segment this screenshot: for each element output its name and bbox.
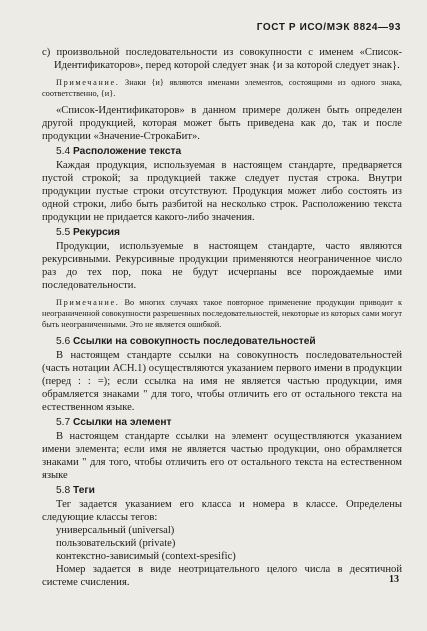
paragraph-list-identifiers: «Список-Идентификаторов» в данном примере должен быть определен другой продукцией, которая может быть приведена как до, так и после продукции «Значение-СтрокаБит». [42,105,402,142]
section-5-5-heading [56,226,402,239]
section-number: 5.7 [56,417,71,428]
section-5-8-heading [56,484,402,497]
section-number: 5.4 [56,146,71,157]
section-number: 5.5 [56,227,71,238]
section-5-7-paragraph: В настоящем стандарте ссылки на элемент осуществляются указанием имени элемента; если имя не является частью продукции, оно обрамляется знаками " для того, чтобы отличить его от остального текста на естественном языке [42,431,402,481]
section-title: Теги [73,485,95,496]
page-body [42,46,402,589]
section-5-5-paragraph: Продукции, используемые в настоящем стандарте, часто являются рекурсивными. Рекурсивные продукции применяются неограниченное число раз до тех пор, пока не будут исчерпаны все порождаемые ими последовательности. [42,241,402,291]
page-number: 13 [389,574,399,585]
section-5-6-heading [56,335,402,348]
note-label: Примечание. [56,78,120,87]
item-c: с) произвольной последовательности из совокупности с именем «Список-Идентификаторов», перед которой следует знак {и за которой следует знак}. [42,47,402,71]
section-number: 5.8 [56,485,71,496]
tag-class-item: универсальный (universal) [56,525,175,536]
section-title: Расположение текста [73,146,182,157]
tag-class-item: контекстно-зависимый (context-spesific) [56,551,236,562]
section-title: Ссылки на совокупность последовательностей [73,336,316,347]
note-text: Знаки {и} являются именами элементов, состоящими из одного знака, соответственно, {и}. [42,78,402,98]
note-1 [42,77,402,99]
section-title: Ссылки на элемент [73,417,172,428]
section-5-7-heading [56,416,402,429]
section-5-4-heading [56,145,402,158]
document-header: ГОСТ Р ИСО/МЭК 8824—93 [256,22,401,33]
section-5-8-paragraph-2: Номер задается в виде неотрицательного целого числа в десятичной системе счисления. [42,564,402,588]
note-label: Примечание. [56,298,120,307]
note-text: Во многих случаях такое повторное применение продукции приводит к неограниченной совокупности разрешенных последовательностей, некоторые из которых сами могут быть неограниченными. Это не является ошибкой. [42,298,402,329]
tag-class-item: пользовательский (private) [56,538,176,549]
section-5-4-paragraph: Каждая продукция, используемая в настоящем стандарте, предваряется пустой строкой; за продукцией также следует пустая строка. Внутри продукции пустые строки отсутствуют. Продукция может либо состоять из одной строки, либо быть разбитой на несколько строк. Расположению текста продукции не придается какого-либо значения. [42,160,402,223]
note-2 [42,297,402,330]
section-5-6-paragraph: В настоящем стандарте ссылки на совокупность последовательностей (часть нотации АСН.1) осуществляются указанием первого имени в продукции (перед : : =); если ссылка на имя не является частью продукции, имя обрамляется знаками " для того, чтобы отличить его от остального текста на естественном языке. [42,350,402,413]
section-title: Рекурсия [73,227,120,238]
section-number: 5.6 [56,336,71,347]
section-5-8-paragraph: Тег задается указанием его класса и номера в классе. Определены следующие классы тегов: [42,499,402,523]
